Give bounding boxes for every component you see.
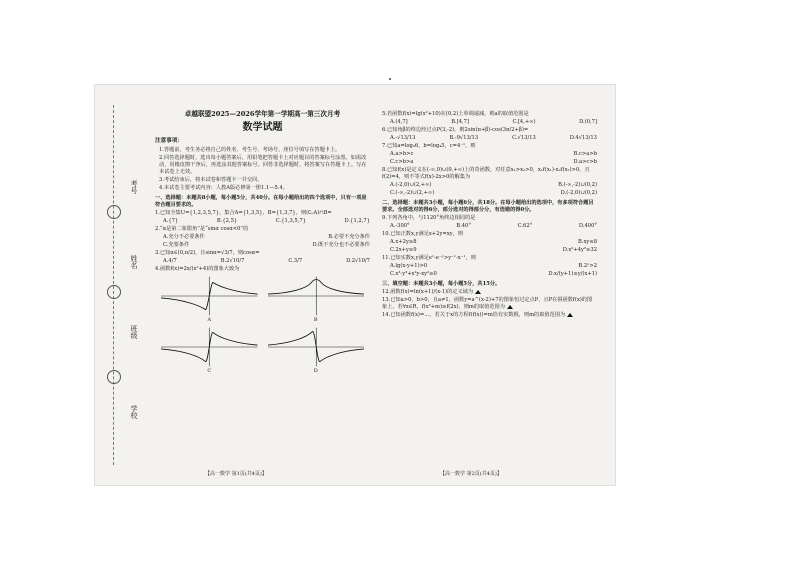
scan-speck	[389, 78, 391, 80]
option: B.{2,5}	[216, 218, 238, 225]
question-1-options	[163, 218, 370, 225]
question-3: 3.已知α∈(0,π/2)，且sinα=√3/7，则cosα=	[155, 250, 260, 257]
question-10: 10.已知正数x,y满足x+2y=xy，则	[382, 231, 463, 238]
option: A.-300°	[390, 223, 410, 230]
option: C.{1,3,5,7}	[275, 218, 306, 225]
option: A.x+2y≥8	[390, 239, 417, 246]
question-8: 8.已知f(x)是定义在(-∞,0)∪(0,+∞)上的奇函数，对任意x₁>x₂>0，x₁f(x₁)-x₂f(x₂)>0，且f(2)=4，则不等式f(x)-2x>0的解集为	[382, 167, 590, 181]
question-9: 9.下列各角中，与1120°角终边相同的是	[382, 215, 476, 222]
question-4: 4.函数f(x)=2x/(x²+4)的图象大致为	[155, 266, 240, 273]
left-column	[155, 110, 370, 378]
option: A.a>b>c	[390, 151, 414, 158]
option: C.(-∞,-2)∪(2,+∞)	[390, 190, 435, 197]
graph-label: A	[207, 317, 212, 324]
option: A.(-2,0)∪(2,+∞)	[390, 182, 432, 189]
page-footer-left: 【高一数学 第1页(共4页)】	[205, 471, 267, 477]
option: D.4√13/13	[569, 135, 597, 142]
option: C.3/7	[288, 258, 303, 265]
option: C.√13/13	[512, 135, 536, 142]
option: D.a>c>b	[573, 159, 597, 166]
graph-label: B	[313, 317, 318, 324]
notice-item: 3.考试结束后，将本试卷和答题卡一并交回。	[159, 177, 263, 183]
option: D.2√10/7	[346, 258, 370, 265]
label-class: 班级	[130, 325, 138, 339]
question-13	[382, 297, 597, 311]
option: D.(-2,0)∪(0,2)	[560, 190, 597, 197]
exam-title: 卓越联盟2025—2026学年第一学期高一第三次月考	[184, 110, 341, 118]
graph-c-plot	[161, 327, 258, 367]
option: C.[4,+∞)	[512, 119, 536, 126]
notice-heading: 注意事项：	[155, 138, 183, 145]
binding-strip	[95, 85, 150, 485]
option: B.40°	[456, 223, 471, 230]
question-7: 7.已知a=log₃6，b=log₄5，c=4⁻¹，则	[382, 143, 476, 150]
option: B.c>a>b	[573, 151, 597, 158]
option: A.4/7	[163, 258, 177, 265]
option: A.lg(x-y+1)>0	[390, 263, 428, 270]
label-school: 学校	[130, 405, 138, 419]
section-2-heading: 二、选择题：本题共3小题，每小题6分，共18分。在每小题给出的选项中，有多项符合题目要求。全部选对的得6分，部分选对的得部分分，有选错的得0分。	[382, 200, 594, 214]
option: C.x³-y³+x²y-xy²≥0	[390, 271, 437, 278]
right-column	[382, 110, 597, 320]
question-10-options-row2	[390, 247, 597, 254]
graph-label: D	[313, 368, 318, 375]
question-2: 2.“α是第二象限角”是“sinα cosα<0”的	[155, 226, 249, 233]
label-name: 姓名	[130, 255, 138, 269]
option: C.62°	[517, 223, 533, 230]
answer-blank-icon	[507, 305, 513, 309]
option: D.既不充分也不必要条件	[312, 242, 370, 249]
answer-blank-icon	[475, 290, 481, 294]
question-7-options-row2	[390, 159, 597, 166]
question-2-options-row2	[163, 242, 370, 249]
option: B.2√10/7	[220, 258, 245, 265]
page-footer-right: 【高一数学 第2页(共4页)】	[440, 471, 502, 477]
question-6: 6.已知角β的终边经过点P(3,-2)，则2sin(π+β)-cos(3π/2+β)=	[382, 127, 529, 134]
graph-option-b	[268, 276, 365, 324]
exam-subtitle: 数学试题	[242, 121, 283, 133]
notice-item: 2.回答选择题时，选出每小题答案后，用铅笔把答题卡上对应题目的答案标号涂黑。如需改动，用橡皮擦干净后，再选涂其他答案标号。回答非选择题时，将答案写在答题卡上。写在本试卷上无效。	[159, 154, 367, 175]
option: B.2ʸ>2	[578, 263, 597, 270]
question-11-options	[390, 263, 597, 270]
exam-sheet	[95, 85, 615, 485]
answer-blank-icon	[567, 313, 573, 317]
graph-option-a	[161, 276, 258, 324]
question-2-options	[163, 234, 370, 241]
question-8-options	[390, 182, 597, 189]
graph-option-d	[268, 327, 365, 375]
option: C.充要条件	[163, 242, 190, 249]
option: B.xy≤8	[578, 239, 597, 246]
question-8-options-row2	[390, 190, 597, 197]
option: B.-9√13/13	[449, 135, 479, 142]
label-exam-number: 考号	[130, 180, 138, 194]
option: B.(-∞,-2)∪(0,2)	[558, 182, 597, 189]
question-6-options	[390, 135, 597, 142]
question-1: 1.已知全集U={1,2,3,5,7}，集合A={1,3,5}，B={1,3,7}，则(∁ᵤA)∩B=	[155, 210, 332, 217]
question-14	[382, 312, 597, 319]
graph-option-c	[161, 327, 258, 375]
question-3-options	[163, 258, 370, 265]
question-11-options-row2	[390, 271, 597, 278]
option: D.(0,7]	[579, 119, 597, 126]
binding-circle-2	[107, 285, 121, 299]
notice-block	[155, 138, 370, 192]
option: A.-√13/13	[390, 135, 416, 142]
question-5: 5.若函数f(x)=lg(x²+10)在(0,2)上单调递减，则a的取值范围是	[382, 111, 529, 117]
section-3-heading: 三、填空题：本题共3小题，每小题5分，共15分。	[382, 281, 501, 288]
binding-circle-1	[107, 205, 121, 219]
graph-a-plot	[161, 276, 258, 316]
option: C.c>b>a	[390, 159, 414, 166]
graph-b-plot	[268, 276, 365, 316]
question-9-options	[390, 223, 597, 230]
question-11: 11.已知实数x,y满足eˣ-e⁻ʸ>y⁻¹-x⁻¹，则	[382, 255, 476, 262]
option: D.x²+4y²≥32	[562, 247, 597, 254]
option: B.[4,7]	[451, 119, 469, 126]
option: D.{1,2,7}	[344, 218, 370, 225]
question-text: 14.已知函数f(x)=…，若关于x的方程f(f(x))=m恰有实数根，则m的取值范围为	[382, 312, 566, 319]
question-7-options	[390, 151, 597, 158]
option: D.400°	[578, 223, 597, 230]
question-text: 13.已知a>0，b>0，且a≠1，函数y=a^(x-2)+7的图象恒过定点P，且P在幂函数f(x)的图象上，若∀x∈R，f(x²+m)≥f(2x)，则m的取值范围为	[382, 297, 593, 311]
question-text: 12.函数f(x)=ln(x+1)/(x-1)的定义域为	[382, 289, 474, 296]
graph-label: C	[207, 368, 212, 375]
question-4-graphs	[161, 276, 364, 375]
binding-circle-3	[107, 370, 121, 384]
notice-item: 1.答题前，考生务必将自己的姓名、考生号、考场号、座位号填写在答题卡上。	[159, 146, 341, 153]
option: A.{7}	[163, 218, 179, 225]
question-5-options	[390, 119, 597, 126]
question-12	[382, 289, 597, 296]
graph-d-plot	[268, 327, 365, 367]
section-1-heading: 一、选择题：本题共8小题，每小题5分，共40分。在每小题给出的四个选项中，只有一项是符合题目要求的。	[155, 195, 367, 209]
option: B.必要不充分条件	[328, 234, 370, 241]
option: C.2x+y≥9	[390, 247, 417, 254]
notice-item: 4.本试卷主要考试内容：人教A版必修第一册1.1—5.4。	[159, 185, 288, 192]
option: A.充分不必要条件	[163, 234, 205, 241]
option: D.x/(y+1)≥y/(x+1)	[548, 271, 597, 278]
question-10-options	[390, 239, 597, 246]
option: A.(4,7]	[390, 119, 408, 126]
